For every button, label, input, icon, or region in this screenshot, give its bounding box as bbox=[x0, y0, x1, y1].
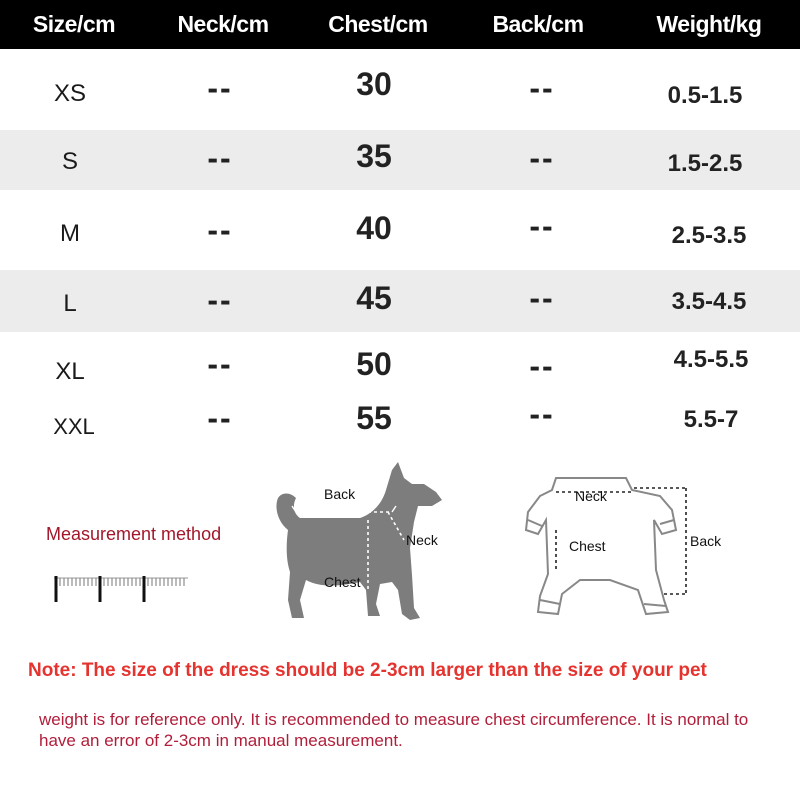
size-cell: XS bbox=[53, 80, 86, 107]
header-size: Size/cm bbox=[32, 11, 116, 37]
size-cell: S bbox=[61, 148, 78, 175]
chest-cell: 40 bbox=[356, 210, 392, 246]
back-cell: -- bbox=[529, 396, 555, 432]
table-row bbox=[0, 270, 800, 332]
table-row bbox=[0, 130, 800, 190]
dog-jumpsuit-icon bbox=[518, 470, 738, 630]
outfit-label-back: Back bbox=[690, 533, 722, 549]
size-cell: L bbox=[63, 290, 77, 317]
neck-cell: -- bbox=[207, 70, 233, 106]
size-cell: XXL bbox=[53, 414, 95, 439]
back-cell: -- bbox=[529, 70, 555, 106]
neck-cell: -- bbox=[207, 140, 233, 176]
chest-cell: 35 bbox=[356, 138, 392, 174]
dog-label-neck: Neck bbox=[406, 532, 438, 548]
size-cell: M bbox=[60, 220, 80, 247]
weight-cell: 2.5-3.5 bbox=[671, 222, 747, 249]
neck-cell: -- bbox=[207, 400, 233, 436]
ruler-icon bbox=[54, 572, 188, 604]
chest-cell: 50 bbox=[356, 346, 392, 382]
back-cell: -- bbox=[529, 208, 555, 244]
outfit-label-neck: Neck bbox=[575, 488, 607, 504]
weight-cell: 1.5-2.5 bbox=[667, 150, 743, 177]
back-cell: -- bbox=[529, 140, 555, 176]
outfit-label-chest: Chest bbox=[569, 538, 606, 554]
table-row bbox=[0, 396, 800, 446]
table-row bbox=[0, 52, 800, 128]
weight-cell: 3.5-4.5 bbox=[671, 288, 747, 315]
weight-cell: 4.5-5.5 bbox=[673, 346, 749, 373]
measurement-method-title: Measurement method bbox=[46, 524, 222, 544]
neck-cell: -- bbox=[207, 212, 233, 248]
dog-label-back: Back bbox=[324, 486, 356, 502]
header-chest: Chest/cm bbox=[328, 11, 428, 37]
back-cell: -- bbox=[529, 348, 555, 384]
header-back: Back/cm bbox=[492, 11, 584, 37]
header-neck: Neck/cm bbox=[177, 11, 269, 37]
weight-cell: 5.5-7 bbox=[683, 406, 739, 433]
neck-cell: -- bbox=[207, 346, 233, 382]
weight-cell: 0.5-1.5 bbox=[667, 82, 743, 109]
header-weight: Weight/kg bbox=[656, 11, 762, 37]
neck-cell: -- bbox=[207, 282, 233, 318]
table-row bbox=[0, 332, 800, 396]
dog-silhouette-icon bbox=[272, 460, 452, 630]
table-row bbox=[0, 190, 800, 270]
size-note: Note: The size of the dress should be 2-3cm larger than the size of your pet bbox=[28, 660, 707, 681]
chest-cell: 30 bbox=[356, 66, 392, 102]
size-cell: XL bbox=[55, 358, 85, 385]
reference-note: weight is for reference only. It is recommended to measure chest circumference. It is normal to have an error of 2-3cm in manual measurement. bbox=[39, 710, 749, 750]
chest-cell: 45 bbox=[356, 280, 392, 316]
back-cell: -- bbox=[529, 280, 555, 316]
dog-label-chest: Chest bbox=[324, 574, 361, 590]
chest-cell: 55 bbox=[356, 400, 392, 436]
table-header bbox=[0, 0, 800, 49]
